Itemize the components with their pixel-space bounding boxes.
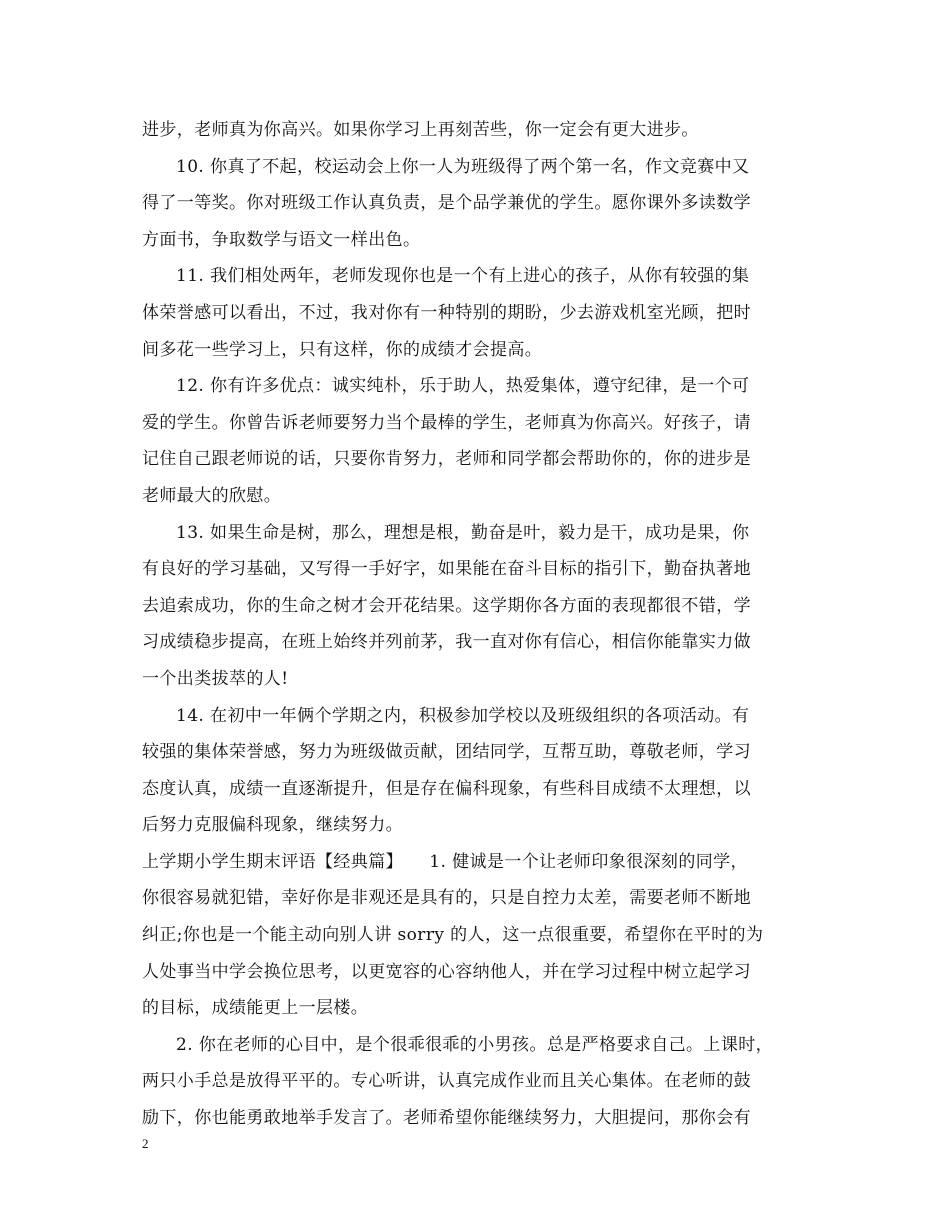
text-line: 你很容易就犯错，幸好你是非观还是具有的，只是自控力太差，需要老师不断地: [142, 888, 751, 909]
text-line: 老师最大的欣慰。: [142, 485, 282, 506]
text-line: 人处事当中学会换位思考，以更宽容的心容纳他人，并在学习过程中树立起学习: [142, 961, 751, 982]
text-line: 体荣誉感可以看出，不过，我对你有一种特别的期盼，少去游戏机室光顾，把时: [142, 302, 751, 323]
text-line: 12. 你有许多优点：诚实纯朴，乐于助人，热爱集体，遵守纪律，是一个可: [176, 376, 750, 397]
text-line: 爱的学生。你曾告诉老师要努力当个最棒的学生，老师真为你高兴。好孩子，请: [142, 412, 751, 433]
text-line: 方面书，争取数学与语文一样出色。: [142, 229, 421, 250]
text-line: 较强的集体荣誉感，努力为班级做贡献，团结同学，互帮互助，尊敬老师，学习: [142, 742, 751, 763]
text-line: 两只小手总是放得平平的。专心听讲，认真完成作业而且关心集体。在老师的鼓: [142, 1071, 751, 1092]
text-line: 记住自己跟老师说的话，只要你肯努力，老师和同学都会帮助你的，你的进步是: [142, 449, 751, 470]
text-line: 13. 如果生命是树，那么，理想是根，勤奋是叶，毅力是干，成功是果，你: [176, 522, 750, 543]
text-line: 11. 我们相处两年，老师发现你也是一个有上进心的孩子，从你有较强的集: [176, 266, 750, 287]
text-line: 进步，老师真为你高兴。如果你学习上再刻苦些，你一定会有更大进步。: [142, 120, 699, 140]
text-line: 去追索成功，你的生命之树才会开花结果。这学期你各方面的表现都很不错，学: [142, 595, 751, 616]
page-number: 2: [142, 1136, 149, 1151]
text-line: 一个出类拔萃的人!: [142, 668, 289, 689]
text-line: 得了一等奖。你对班级工作认真负责，是个品学兼优的学生。愿你课外多读数学: [142, 193, 751, 214]
document-body: [142, 112, 812, 1137]
text-line: 上学期小学生期末评语【经典篇】 1. 健诚是一个让老师印象很深刻的同学，: [142, 851, 748, 872]
text-line: 有良好的学习基础，又写得一手好字，如果能在奋斗目标的指引下，勤奋执著地: [142, 559, 751, 580]
text-line: 间多花一些学习上，只有这样，你的成绩才会提高。: [142, 339, 543, 360]
text-line: 的目标，成绩能更上一层楼。: [142, 998, 369, 1019]
text-line: 10. 你真了不起，校运动会上你一人为班级得了两个第一名，作文竞赛中又: [176, 156, 750, 177]
text-line: 纠正;你也是一个能主动向别人讲 sorry 的人，这一点很重要，希望你在平时的为: [142, 925, 764, 946]
text-line: 14. 在初中一年俩个学期之内，积极参加学校以及班级组织的各项活动。有: [176, 705, 750, 726]
text-line: 2. 你在老师的心目中，是个很乖很乖的小男孩。总是严格要求自己。上课时，: [176, 1034, 774, 1055]
text-line: 习成绩稳步提高，在班上始终并列前茅，我一直对你有信心，相信你能靠实力做: [142, 632, 751, 653]
text-line: 态度认真，成绩一直逐渐提升，但是存在偏科现象，有些科目成绩不太理想，以: [142, 778, 751, 799]
text-line: 励下，你也能勇敢地举手发言了。老师希望你能继续努力，大胆提问，那你会有: [142, 1108, 751, 1129]
text-line: 后努力克服偏科现象，继续努力。: [142, 815, 403, 836]
